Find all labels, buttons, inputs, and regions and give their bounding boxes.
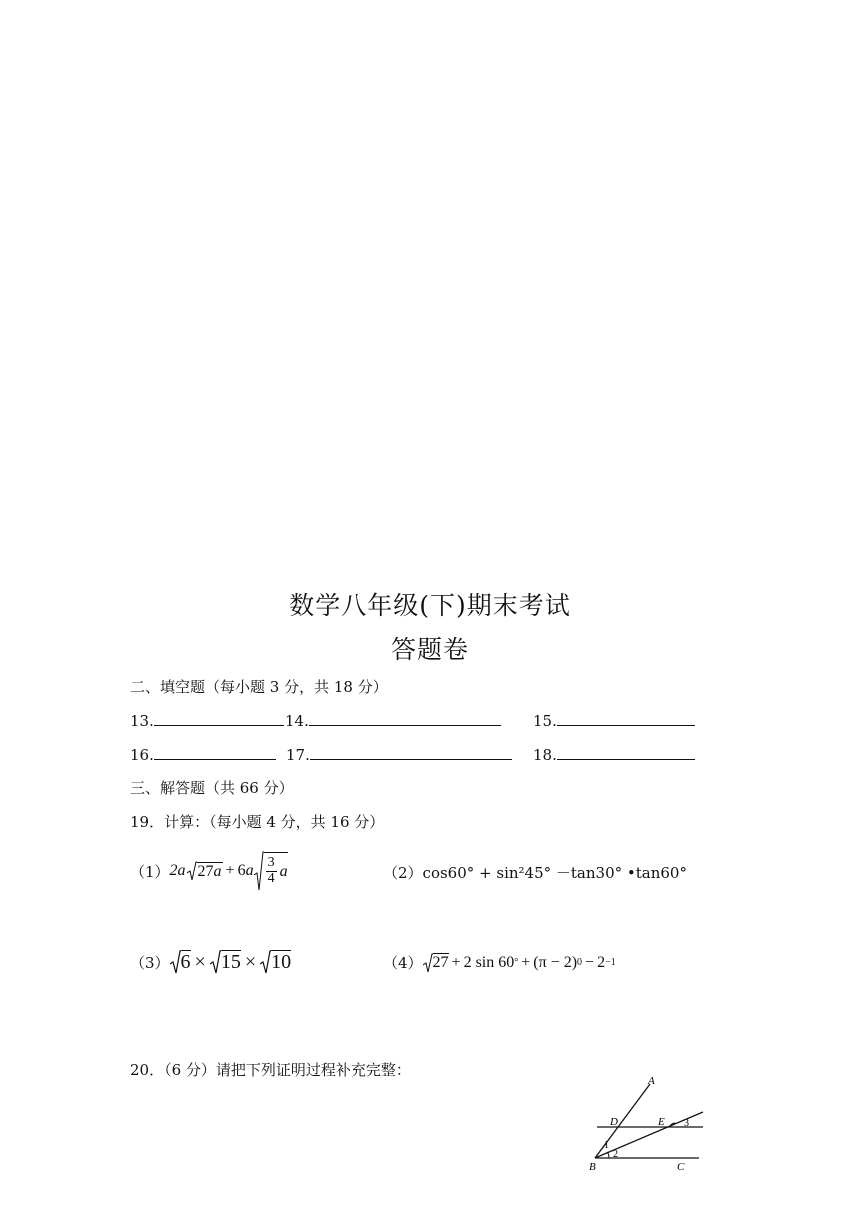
answer-blank-14[interactable]	[285, 709, 501, 730]
answer-blank-14-label: 14.	[285, 712, 309, 730]
geometry-figure	[585, 1076, 715, 1176]
question-19-part-3	[130, 950, 291, 974]
radical-icon	[423, 953, 433, 973]
answer-blank-16[interactable]	[130, 743, 276, 764]
answer-blank-17[interactable]	[286, 743, 512, 764]
radical-icon	[187, 861, 197, 881]
answer-blank-18-label: 18.	[533, 746, 557, 764]
question-19-part-2	[383, 862, 687, 883]
question-19-part-1	[130, 848, 288, 894]
label-1: 1	[604, 1140, 609, 1151]
answer-blank-17-label: 17.	[286, 746, 310, 764]
question-19-part-1-label: （1）	[130, 862, 170, 881]
question-19-part-2-label: （2）	[383, 864, 423, 882]
radical-icon	[210, 950, 221, 974]
label-b: B	[589, 1161, 596, 1173]
math-expression-19-3: 6 × 15 × 10	[170, 950, 292, 974]
math-expression-19-4: 27 + 2 sin 60 ° + (π − 2) 0 − 2 −1	[423, 953, 616, 973]
answer-blank-18[interactable]	[533, 743, 695, 764]
math-expression-19-2: cos60° + sin²45° －tan30° •tan60°	[422, 864, 687, 882]
answer-line-14[interactable]	[309, 709, 501, 726]
label-d: D	[610, 1116, 618, 1128]
label-2: 2	[613, 1149, 618, 1160]
radical-icon	[260, 950, 271, 974]
label-3: 3	[684, 1118, 689, 1129]
label-a: A	[648, 1076, 655, 1087]
answer-blank-13-label: 13.	[130, 712, 154, 730]
page-subtitle: 答题卷	[390, 635, 469, 664]
answer-blank-15-label: 15.	[533, 712, 557, 730]
radical-icon	[254, 851, 264, 891]
question-20-heading: 20．（6 分）请把下列证明过程补充完整：	[130, 1061, 411, 1079]
label-e: E	[658, 1116, 665, 1128]
answer-blank-16-label: 16.	[130, 746, 154, 764]
label-c: C	[677, 1161, 685, 1173]
answer-blank-13[interactable]	[130, 709, 284, 730]
answer-line-16[interactable]	[154, 743, 276, 760]
question-19-part-4	[383, 952, 616, 973]
answer-line-13[interactable]	[154, 709, 284, 726]
question-19-part-3-label: （3）	[130, 953, 170, 972]
math-expression-19-1: 2a 27a + 6 a $\frac{3}{4}$ a	[170, 851, 288, 891]
angle-2-arc	[607, 1152, 609, 1158]
answer-blank-15[interactable]	[533, 709, 695, 730]
question-19-part-4-label: （4）	[383, 954, 423, 972]
page-title: 数学八年级(下)期末考试	[289, 591, 571, 620]
section-solve-heading: 三、解答题（共 66 分）	[130, 779, 294, 797]
answer-line-17[interactable]	[310, 743, 512, 760]
answer-line-18[interactable]	[557, 743, 695, 760]
question-19-heading: 19．计算：（每小题 4 分，共 16 分）	[130, 813, 385, 831]
section-fill-blank-heading: 二、填空题（每小题 3 分，共 18 分）	[130, 678, 388, 696]
answer-line-15[interactable]	[557, 709, 695, 726]
radical-icon	[170, 950, 181, 974]
